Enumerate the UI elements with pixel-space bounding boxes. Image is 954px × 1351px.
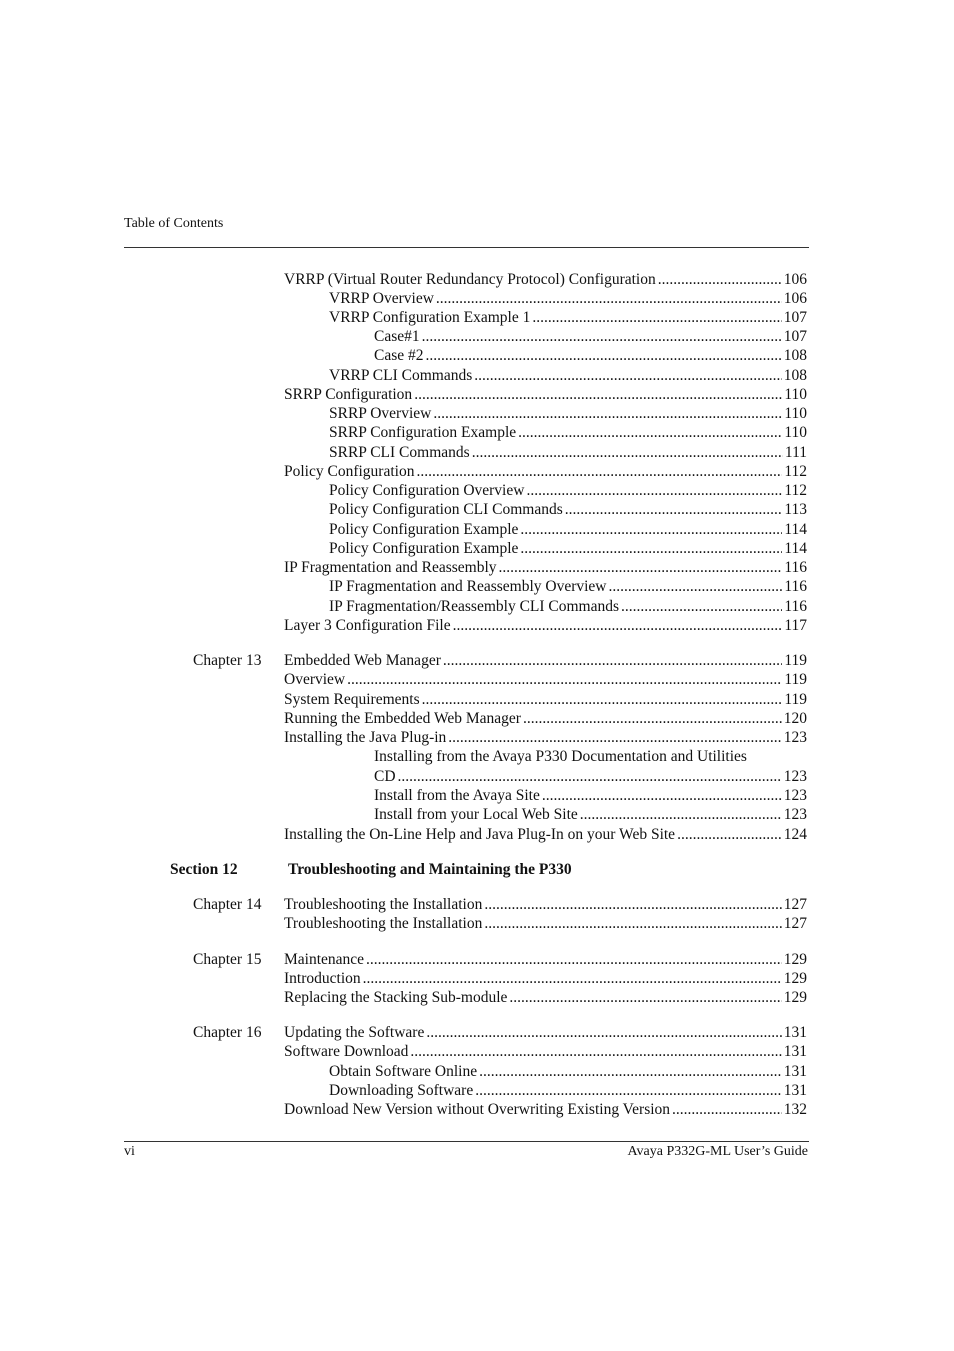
toc-entry-page: 120	[783, 710, 807, 727]
toc-entry-page: 119	[784, 652, 807, 669]
toc-entry-title: System Requirements	[284, 691, 420, 708]
dot-leader	[363, 969, 782, 988]
toc-entry[interactable]	[284, 462, 807, 481]
toc-entry-title: Downloading Software	[329, 1082, 474, 1099]
dot-leader	[398, 767, 782, 786]
toc-entry-page: 106	[783, 290, 807, 307]
dot-leader	[499, 558, 783, 577]
toc-entry[interactable]	[329, 1062, 807, 1081]
toc-entry-page: 111	[784, 444, 807, 461]
toc-entry-page: 131	[783, 1082, 807, 1099]
toc-entry[interactable]	[329, 597, 807, 616]
toc-entry[interactable]	[374, 767, 807, 786]
dot-leader	[523, 709, 782, 728]
toc-entry[interactable]	[284, 709, 807, 728]
chapter-label: Chapter 16	[193, 1024, 262, 1041]
toc-entry-title: Install from your Local Web Site	[374, 806, 578, 823]
toc-entry-page: 127	[783, 896, 807, 913]
toc-entry[interactable]	[329, 423, 807, 442]
toc-entry-title: SRRP Overview	[329, 405, 432, 422]
toc-entry-title: VRRP (Virtual Router Redundancy Protocol) Configuration	[284, 271, 656, 288]
toc-entry-title: Introduction	[284, 970, 361, 987]
toc-entry-page: 123	[783, 729, 807, 746]
toc-entry-title: SRRP Configuration Example	[329, 424, 517, 441]
toc-entry[interactable]	[329, 1081, 807, 1100]
dot-leader	[672, 1100, 782, 1119]
toc-entry[interactable]	[284, 728, 807, 747]
toc-entry-page: 112	[784, 463, 807, 480]
toc-entry-title: VRRP CLI Commands	[329, 367, 473, 384]
section-title: Troubleshooting and Maintaining the P330	[288, 861, 572, 878]
dot-leader	[422, 327, 782, 346]
dot-leader	[474, 366, 782, 385]
dot-leader	[484, 895, 781, 914]
toc-entry[interactable]	[329, 366, 807, 385]
toc-entry[interactable]	[329, 577, 807, 596]
toc-entry-title: IP Fragmentation/Reassembly CLI Commands	[329, 598, 620, 615]
toc-entry-title: SRRP CLI Commands	[329, 444, 470, 461]
toc-entry-page: 124	[783, 826, 807, 843]
toc-entry[interactable]	[284, 950, 807, 969]
toc-entry-title: Replacing the Stacking Sub-module	[284, 989, 508, 1006]
toc-entry-page: 106	[783, 271, 807, 288]
toc-entry-title: Running the Embedded Web Manager	[284, 710, 521, 727]
toc-entry-page: 131	[783, 1063, 807, 1080]
toc-entry-title: CD	[374, 768, 396, 785]
section-number: Section 12	[170, 861, 238, 878]
toc-entry-page: 112	[784, 482, 807, 499]
toc-entry[interactable]	[284, 825, 807, 844]
toc-entry-page: 110	[784, 386, 807, 403]
toc-entry-title: VRRP Overview	[329, 290, 434, 307]
dot-leader	[658, 270, 782, 289]
toc-entry-title: Case #2	[374, 347, 424, 364]
toc-entry-title: Policy Configuration Example	[329, 521, 519, 538]
dot-leader	[475, 1081, 782, 1100]
footer-guide-title: Avaya P332G-ML User’s Guide	[627, 1144, 808, 1159]
toc-entry[interactable]	[374, 805, 807, 824]
toc-entry[interactable]	[374, 327, 807, 346]
dot-leader	[609, 577, 783, 596]
toc-entry-title: Layer 3 Configuration File	[284, 617, 451, 634]
dot-leader	[509, 988, 781, 1007]
dot-leader	[422, 690, 783, 709]
toc-entry[interactable]	[374, 747, 747, 766]
toc-entry-title: Policy Configuration	[284, 463, 415, 480]
toc-entry[interactable]	[329, 500, 807, 519]
toc-entry-title: IP Fragmentation and Reassembly	[284, 559, 497, 576]
toc-entry-page: 129	[783, 989, 807, 1006]
toc-entry-title: Policy Configuration Overview	[329, 482, 525, 499]
toc-entry-page: 119	[784, 671, 807, 688]
toc-entry-page: 119	[784, 691, 807, 708]
dot-leader	[453, 616, 783, 635]
toc-entry-page: 113	[784, 501, 807, 518]
dot-leader	[448, 728, 781, 747]
dot-leader	[479, 1062, 782, 1081]
toc-entry-title: Updating the Software	[284, 1024, 425, 1041]
toc-entry[interactable]	[284, 1100, 807, 1119]
toc-entry[interactable]	[284, 969, 807, 988]
page-header-title: Table of Contents	[124, 216, 224, 231]
toc-entry-page: 123	[783, 806, 807, 823]
toc-entry[interactable]	[284, 270, 807, 289]
dot-leader	[526, 481, 782, 500]
dot-leader	[621, 597, 782, 616]
dot-leader	[347, 670, 782, 689]
toc-entry-page: 108	[783, 367, 807, 384]
toc-entry[interactable]	[284, 1042, 807, 1061]
dot-leader	[520, 520, 782, 539]
toc-entry-title: Download New Version without Overwriting Existing Version	[284, 1101, 671, 1118]
dot-leader	[443, 651, 782, 670]
toc-entry-page: 114	[784, 521, 807, 538]
footer-page-number: vi	[124, 1144, 135, 1159]
toc-entry-page: 129	[783, 951, 807, 968]
toc-entry-page: 116	[784, 598, 807, 615]
toc-entry-title: Installing the On-Line Help and Java Plug-In on your Web Site	[284, 826, 676, 843]
toc-entry[interactable]	[329, 289, 807, 308]
toc-entry[interactable]	[329, 520, 807, 539]
toc-entry-title: Troubleshooting the Installation	[284, 896, 483, 913]
toc-entry[interactable]	[374, 346, 807, 365]
toc-entry[interactable]	[284, 616, 807, 635]
toc-entry-page: 107	[783, 328, 807, 345]
toc-entry-page: 114	[784, 540, 807, 557]
dot-leader	[532, 308, 781, 327]
toc-entry-page: 108	[783, 347, 807, 364]
toc-entry[interactable]	[374, 786, 807, 805]
toc-entry-title: Install from the Avaya Site	[374, 787, 540, 804]
dot-leader	[520, 539, 782, 558]
toc-entry-title: Embedded Web Manager	[284, 652, 441, 669]
toc-entry-title: SRRP Configuration	[284, 386, 413, 403]
toc-entry[interactable]	[284, 988, 807, 1007]
toc-entry[interactable]	[329, 539, 807, 558]
dot-leader	[366, 950, 782, 969]
dot-leader	[414, 385, 782, 404]
toc-entry[interactable]	[329, 443, 807, 462]
dot-leader	[677, 825, 782, 844]
toc-entry-page: 127	[783, 915, 807, 932]
toc-entry-page: 129	[783, 970, 807, 987]
toc-entry[interactable]	[284, 670, 807, 689]
toc-entry-title: Software Download	[284, 1043, 409, 1060]
dot-leader	[426, 1023, 781, 1042]
toc-entry-page: 110	[784, 405, 807, 422]
toc-entry-page: 123	[783, 787, 807, 804]
toc-entry-page: 110	[784, 424, 807, 441]
toc-entry[interactable]	[329, 481, 807, 500]
dot-leader	[436, 289, 782, 308]
dot-leader	[410, 1042, 781, 1061]
chapter-label: Chapter 15	[193, 951, 262, 968]
toc-entry-title: Troubleshooting the Installation	[284, 915, 483, 932]
chapter-label: Chapter 13	[193, 652, 262, 669]
toc-entry-page: 117	[784, 617, 807, 634]
dot-leader	[565, 500, 783, 519]
toc-entry-title: Policy Configuration Example	[329, 540, 519, 557]
dot-leader	[426, 346, 782, 365]
toc-entry-title: IP Fragmentation and Reassembly Overview	[329, 578, 607, 595]
dot-leader	[518, 423, 782, 442]
toc-entry-title: Maintenance	[284, 951, 365, 968]
dot-leader	[484, 914, 781, 933]
toc-entry-title: Case#1	[374, 328, 420, 345]
toc-entry-page: 107	[783, 309, 807, 326]
toc-entry-title: Obtain Software Online	[329, 1063, 478, 1080]
toc-entry-title: VRRP Configuration Example 1	[329, 309, 531, 326]
toc-entry[interactable]	[284, 1023, 807, 1042]
toc-entry-title: Overview	[284, 671, 346, 688]
toc-entry[interactable]	[284, 385, 807, 404]
toc-entry-title: Installing from the Avaya P330 Documentation and Utilities	[374, 748, 747, 765]
toc-entry[interactable]	[329, 404, 807, 423]
toc-entry-page: 116	[784, 578, 807, 595]
toc-entry-page: 123	[783, 768, 807, 785]
toc-entry-page: 131	[783, 1043, 807, 1060]
toc-entry-title: Installing the Java Plug-in	[284, 729, 447, 746]
dot-leader	[472, 443, 783, 462]
toc-entry[interactable]	[284, 690, 807, 709]
toc-entry[interactable]	[284, 914, 807, 933]
chapter-label: Chapter 14	[193, 896, 262, 913]
toc-entry-page: 131	[783, 1024, 807, 1041]
toc-entry[interactable]	[284, 651, 807, 670]
toc-entry-title: Policy Configuration CLI Commands	[329, 501, 563, 518]
toc-entry-page: 116	[784, 559, 807, 576]
dot-leader	[416, 462, 782, 481]
toc-entry[interactable]	[329, 308, 807, 327]
dot-leader	[542, 786, 782, 805]
dot-leader	[433, 404, 782, 423]
toc-entry-page: 132	[783, 1101, 807, 1118]
footer-rule	[124, 1141, 809, 1142]
dot-leader	[580, 805, 782, 824]
toc-entry[interactable]	[284, 895, 807, 914]
toc-entry[interactable]	[284, 558, 807, 577]
